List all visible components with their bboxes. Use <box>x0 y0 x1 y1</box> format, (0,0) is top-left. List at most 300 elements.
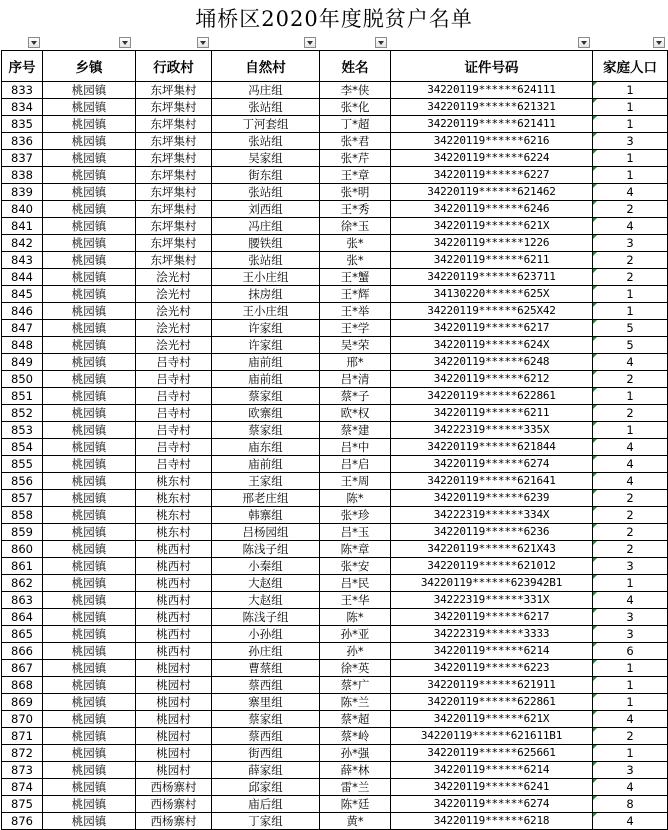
cell-id-number[interactable]: 34220119******621X <box>391 218 593 235</box>
cell-natural-village[interactable]: 蔡家组 <box>212 388 320 405</box>
cell-admin-village[interactable]: 吕寺村 <box>136 456 212 473</box>
cell-family-size[interactable]: 5 <box>593 337 668 354</box>
cell-seq[interactable]: 870 <box>2 711 43 728</box>
cell-natural-village[interactable]: 王小庄组 <box>212 303 320 320</box>
cell-admin-village[interactable]: 西杨寨村 <box>136 796 212 813</box>
cell-id-number[interactable]: 34220119******621X <box>391 711 593 728</box>
cell-name[interactable]: 王*章 <box>320 167 391 184</box>
cell-id-number[interactable]: 34222319******3333 <box>391 626 593 643</box>
cell-id-number[interactable]: 34222319******331X <box>391 592 593 609</box>
cell-seq[interactable]: 849 <box>2 354 43 371</box>
cell-town[interactable]: 桃园镇 <box>43 813 136 830</box>
cell-family-size[interactable]: 2 <box>593 371 668 388</box>
cell-name[interactable]: 孙*强 <box>320 745 391 762</box>
cell-admin-village[interactable]: 吕寺村 <box>136 354 212 371</box>
cell-seq[interactable]: 844 <box>2 269 43 286</box>
cell-family-size[interactable]: 1 <box>593 150 668 167</box>
cell-name[interactable]: 吕*启 <box>320 456 391 473</box>
cell-name[interactable]: 陈* <box>320 490 391 507</box>
header-town[interactable]: 乡镇 <box>43 51 136 82</box>
cell-natural-village[interactable]: 腰铁组 <box>212 235 320 252</box>
cell-family-size[interactable]: 4 <box>593 711 668 728</box>
cell-town[interactable]: 桃园镇 <box>43 218 136 235</box>
cell-town[interactable]: 桃园镇 <box>43 99 136 116</box>
cell-natural-village[interactable]: 小孙组 <box>212 626 320 643</box>
cell-town[interactable]: 桃园镇 <box>43 439 136 456</box>
cell-natural-village[interactable]: 张站组 <box>212 99 320 116</box>
cell-natural-village[interactable]: 大赵组 <box>212 575 320 592</box>
cell-seq[interactable]: 843 <box>2 252 43 269</box>
cell-id-number[interactable]: 34220119******621321 <box>391 99 593 116</box>
cell-town[interactable]: 桃园镇 <box>43 201 136 218</box>
cell-family-size[interactable]: 6 <box>593 643 668 660</box>
cell-natural-village[interactable]: 吴家组 <box>212 150 320 167</box>
cell-id-number[interactable]: 34220119******6274 <box>391 456 593 473</box>
cell-id-number[interactable]: 34220119******621611B1 <box>391 728 593 745</box>
cell-town[interactable]: 桃园镇 <box>43 116 136 133</box>
cell-town[interactable]: 桃园镇 <box>43 728 136 745</box>
cell-admin-village[interactable]: 桃西村 <box>136 558 212 575</box>
cell-natural-village[interactable]: 蔡西组 <box>212 677 320 694</box>
cell-town[interactable]: 桃园镇 <box>43 541 136 558</box>
cell-natural-village[interactable]: 张站组 <box>212 133 320 150</box>
cell-town[interactable]: 桃园镇 <box>43 473 136 490</box>
cell-family-size[interactable]: 5 <box>593 320 668 337</box>
cell-name[interactable]: 吴*荣 <box>320 337 391 354</box>
cell-family-size[interactable]: 4 <box>593 592 668 609</box>
cell-id-number[interactable]: 34220119******621641 <box>391 473 593 490</box>
cell-family-size[interactable]: 2 <box>593 201 668 218</box>
cell-name[interactable]: 孙*亚 <box>320 626 391 643</box>
cell-family-size[interactable]: 8 <box>593 796 668 813</box>
cell-town[interactable]: 桃园镇 <box>43 405 136 422</box>
cell-town[interactable]: 桃园镇 <box>43 592 136 609</box>
cell-seq[interactable]: 874 <box>2 779 43 796</box>
cell-family-size[interactable]: 4 <box>593 439 668 456</box>
cell-town[interactable]: 桃园镇 <box>43 235 136 252</box>
cell-admin-village[interactable]: 东坪集村 <box>136 150 212 167</box>
cell-natural-village[interactable]: 街东组 <box>212 167 320 184</box>
filter-dropdown-icon[interactable] <box>28 37 40 48</box>
cell-admin-village[interactable]: 桃西村 <box>136 626 212 643</box>
cell-town[interactable]: 桃园镇 <box>43 796 136 813</box>
cell-name[interactable]: 王*学 <box>320 320 391 337</box>
cell-natural-village[interactable]: 曹蔡组 <box>212 660 320 677</box>
cell-admin-village[interactable]: 吕寺村 <box>136 422 212 439</box>
cell-natural-village[interactable]: 蔡家组 <box>212 711 320 728</box>
filter-dropdown-icon[interactable] <box>375 37 387 48</box>
cell-admin-village[interactable]: 桃西村 <box>136 575 212 592</box>
cell-name[interactable]: 吕*中 <box>320 439 391 456</box>
cell-family-size[interactable]: 1 <box>593 694 668 711</box>
cell-seq[interactable]: 857 <box>2 490 43 507</box>
cell-id-number[interactable]: 34220119******623711 <box>391 269 593 286</box>
cell-name[interactable]: 王*蟹 <box>320 269 391 286</box>
cell-family-size[interactable]: 1 <box>593 99 668 116</box>
cell-family-size[interactable]: 4 <box>593 456 668 473</box>
cell-natural-village[interactable]: 韩寨组 <box>212 507 320 524</box>
cell-seq[interactable]: 856 <box>2 473 43 490</box>
cell-seq[interactable]: 850 <box>2 371 43 388</box>
cell-id-number[interactable]: 34220119******1226 <box>391 235 593 252</box>
cell-natural-village[interactable]: 邢老庄组 <box>212 490 320 507</box>
cell-family-size[interactable]: 2 <box>593 269 668 286</box>
cell-name[interactable]: 吕*民 <box>320 575 391 592</box>
cell-id-number[interactable]: 34220119******6246 <box>391 201 593 218</box>
cell-family-size[interactable]: 1 <box>593 745 668 762</box>
cell-name[interactable]: 陈* <box>320 609 391 626</box>
cell-id-number[interactable]: 34220119******6217 <box>391 609 593 626</box>
cell-natural-village[interactable]: 王家组 <box>212 473 320 490</box>
cell-natural-village[interactable]: 庙前组 <box>212 371 320 388</box>
cell-id-number[interactable]: 34220119******6214 <box>391 643 593 660</box>
cell-natural-village[interactable]: 张站组 <box>212 252 320 269</box>
cell-seq[interactable]: 837 <box>2 150 43 167</box>
cell-seq[interactable]: 859 <box>2 524 43 541</box>
cell-id-number[interactable]: 34220119******621X43 <box>391 541 593 558</box>
cell-admin-village[interactable]: 桃园村 <box>136 728 212 745</box>
cell-id-number[interactable]: 34220119******6214 <box>391 762 593 779</box>
cell-id-number[interactable]: 34220119******625661 <box>391 745 593 762</box>
cell-town[interactable]: 桃园镇 <box>43 320 136 337</box>
cell-natural-village[interactable]: 庙前组 <box>212 456 320 473</box>
cell-name[interactable]: 蔡*超 <box>320 711 391 728</box>
cell-family-size[interactable]: 4 <box>593 354 668 371</box>
cell-natural-village[interactable]: 小秦组 <box>212 558 320 575</box>
cell-family-size[interactable]: 2 <box>593 541 668 558</box>
cell-seq[interactable]: 847 <box>2 320 43 337</box>
cell-id-number[interactable]: 34220119******622861 <box>391 388 593 405</box>
cell-admin-village[interactable]: 东坪集村 <box>136 218 212 235</box>
cell-name[interactable]: 张* <box>320 235 391 252</box>
cell-id-number[interactable]: 34220119******624111 <box>391 82 593 99</box>
cell-natural-village[interactable]: 陈浅子组 <box>212 541 320 558</box>
cell-id-number[interactable]: 34220119******6239 <box>391 490 593 507</box>
cell-seq[interactable]: 861 <box>2 558 43 575</box>
cell-family-size[interactable]: 2 <box>593 490 668 507</box>
cell-town[interactable]: 桃园镇 <box>43 422 136 439</box>
cell-natural-village[interactable]: 蔡家组 <box>212 422 320 439</box>
cell-town[interactable]: 桃园镇 <box>43 286 136 303</box>
cell-seq[interactable]: 873 <box>2 762 43 779</box>
cell-id-number[interactable]: 34220119******621844 <box>391 439 593 456</box>
cell-town[interactable]: 桃园镇 <box>43 660 136 677</box>
cell-name[interactable]: 薛*林 <box>320 762 391 779</box>
cell-name[interactable]: 张* <box>320 252 391 269</box>
cell-seq[interactable]: 858 <box>2 507 43 524</box>
filter-dropdown-icon[interactable] <box>653 37 665 48</box>
cell-natural-village[interactable]: 欧寨组 <box>212 405 320 422</box>
cell-admin-village[interactable]: 浍光村 <box>136 286 212 303</box>
cell-admin-village[interactable]: 桃西村 <box>136 592 212 609</box>
cell-natural-village[interactable]: 吕杨园组 <box>212 524 320 541</box>
cell-seq[interactable]: 872 <box>2 745 43 762</box>
cell-name[interactable]: 邢* <box>320 354 391 371</box>
cell-seq[interactable]: 840 <box>2 201 43 218</box>
cell-admin-village[interactable]: 东坪集村 <box>136 252 212 269</box>
cell-name[interactable]: 张*明 <box>320 184 391 201</box>
cell-town[interactable]: 桃园镇 <box>43 167 136 184</box>
cell-seq[interactable]: 846 <box>2 303 43 320</box>
cell-admin-village[interactable]: 桃东村 <box>136 473 212 490</box>
cell-natural-village[interactable]: 庙前组 <box>212 354 320 371</box>
cell-admin-village[interactable]: 浍光村 <box>136 337 212 354</box>
cell-natural-village[interactable]: 薛家组 <box>212 762 320 779</box>
cell-natural-village[interactable]: 许家组 <box>212 320 320 337</box>
cell-town[interactable]: 桃园镇 <box>43 337 136 354</box>
cell-family-size[interactable]: 3 <box>593 762 668 779</box>
cell-name[interactable]: 蔡*子 <box>320 388 391 405</box>
cell-admin-village[interactable]: 东坪集村 <box>136 133 212 150</box>
cell-admin-village[interactable]: 吕寺村 <box>136 388 212 405</box>
cell-town[interactable]: 桃园镇 <box>43 745 136 762</box>
cell-town[interactable]: 桃园镇 <box>43 269 136 286</box>
cell-seq[interactable]: 853 <box>2 422 43 439</box>
cell-natural-village[interactable]: 许家组 <box>212 337 320 354</box>
cell-family-size[interactable]: 1 <box>593 303 668 320</box>
cell-admin-village[interactable]: 浍光村 <box>136 269 212 286</box>
cell-family-size[interactable]: 1 <box>593 660 668 677</box>
cell-seq[interactable]: 851 <box>2 388 43 405</box>
cell-seq[interactable]: 854 <box>2 439 43 456</box>
cell-town[interactable]: 桃园镇 <box>43 150 136 167</box>
cell-natural-village[interactable]: 邱家组 <box>212 779 320 796</box>
cell-town[interactable]: 桃园镇 <box>43 456 136 473</box>
cell-seq[interactable]: 862 <box>2 575 43 592</box>
filter-dropdown-icon[interactable] <box>578 37 590 48</box>
cell-name[interactable]: 孙* <box>320 643 391 660</box>
cell-town[interactable]: 桃园镇 <box>43 558 136 575</box>
cell-natural-village[interactable]: 街西组 <box>212 745 320 762</box>
cell-seq[interactable]: 867 <box>2 660 43 677</box>
cell-family-size[interactable]: 1 <box>593 82 668 99</box>
cell-seq[interactable]: 836 <box>2 133 43 150</box>
cell-admin-village[interactable]: 吕寺村 <box>136 405 212 422</box>
cell-id-number[interactable]: 34220119******625X42 <box>391 303 593 320</box>
cell-seq[interactable]: 875 <box>2 796 43 813</box>
cell-name[interactable]: 王*周 <box>320 473 391 490</box>
cell-id-number[interactable]: 34222319******334X <box>391 507 593 524</box>
header-id-number[interactable]: 证件号码 <box>391 51 593 82</box>
cell-admin-village[interactable]: 桃园村 <box>136 660 212 677</box>
cell-id-number[interactable]: 34220119******6211 <box>391 405 593 422</box>
header-admin-village[interactable]: 行政村 <box>136 51 212 82</box>
cell-family-size[interactable]: 2 <box>593 252 668 269</box>
cell-family-size[interactable]: 3 <box>593 609 668 626</box>
cell-town[interactable]: 桃园镇 <box>43 82 136 99</box>
cell-family-size[interactable]: 4 <box>593 813 668 830</box>
cell-seq[interactable]: 838 <box>2 167 43 184</box>
cell-family-size[interactable]: 1 <box>593 167 668 184</box>
cell-natural-village[interactable]: 王小庄组 <box>212 269 320 286</box>
cell-admin-village[interactable]: 桃东村 <box>136 524 212 541</box>
cell-id-number[interactable]: 34220119******6241 <box>391 779 593 796</box>
cell-id-number[interactable]: 34220119******6223 <box>391 660 593 677</box>
cell-id-number[interactable]: 34220119******6211 <box>391 252 593 269</box>
cell-natural-village[interactable]: 丁家组 <box>212 813 320 830</box>
cell-town[interactable]: 桃园镇 <box>43 354 136 371</box>
cell-town[interactable]: 桃园镇 <box>43 252 136 269</box>
cell-id-number[interactable]: 34130220******625X <box>391 286 593 303</box>
cell-id-number[interactable]: 34220119******622861 <box>391 694 593 711</box>
cell-admin-village[interactable]: 吕寺村 <box>136 371 212 388</box>
cell-name[interactable]: 陈*兰 <box>320 694 391 711</box>
cell-id-number[interactable]: 34220119******621012 <box>391 558 593 575</box>
cell-admin-village[interactable]: 桃东村 <box>136 507 212 524</box>
cell-seq[interactable]: 834 <box>2 99 43 116</box>
cell-seq[interactable]: 833 <box>2 82 43 99</box>
cell-family-size[interactable]: 4 <box>593 473 668 490</box>
cell-natural-village[interactable]: 大赵组 <box>212 592 320 609</box>
cell-admin-village[interactable]: 西杨寨村 <box>136 813 212 830</box>
cell-natural-village[interactable]: 陈浅子组 <box>212 609 320 626</box>
cell-natural-village[interactable]: 庙后组 <box>212 796 320 813</box>
cell-name[interactable]: 丁*超 <box>320 116 391 133</box>
cell-family-size[interactable]: 3 <box>593 558 668 575</box>
cell-town[interactable]: 桃园镇 <box>43 643 136 660</box>
cell-family-size[interactable]: 2 <box>593 728 668 745</box>
cell-name[interactable]: 张*安 <box>320 558 391 575</box>
cell-id-number[interactable]: 34220119******6217 <box>391 320 593 337</box>
cell-admin-village[interactable]: 桃园村 <box>136 677 212 694</box>
cell-admin-village[interactable]: 东坪集村 <box>136 167 212 184</box>
cell-id-number[interactable]: 34222319******335X <box>391 422 593 439</box>
header-family-size[interactable]: 家庭人口 <box>593 51 668 82</box>
cell-admin-village[interactable]: 桃西村 <box>136 643 212 660</box>
cell-name[interactable]: 张*君 <box>320 133 391 150</box>
cell-seq[interactable]: 868 <box>2 677 43 694</box>
header-natural-village[interactable]: 自然村 <box>212 51 320 82</box>
cell-admin-village[interactable]: 浍光村 <box>136 303 212 320</box>
cell-family-size[interactable]: 1 <box>593 575 668 592</box>
cell-name[interactable]: 王*辉 <box>320 286 391 303</box>
cell-id-number[interactable]: 34220119******6274 <box>391 796 593 813</box>
cell-seq[interactable]: 864 <box>2 609 43 626</box>
cell-admin-village[interactable]: 东坪集村 <box>136 82 212 99</box>
cell-town[interactable]: 桃园镇 <box>43 507 136 524</box>
cell-id-number[interactable]: 34220119******621411 <box>391 116 593 133</box>
cell-seq[interactable]: 845 <box>2 286 43 303</box>
cell-natural-village[interactable]: 丁河套组 <box>212 116 320 133</box>
cell-town[interactable]: 桃园镇 <box>43 524 136 541</box>
cell-family-size[interactable]: 1 <box>593 116 668 133</box>
cell-family-size[interactable]: 1 <box>593 677 668 694</box>
cell-seq[interactable]: 860 <box>2 541 43 558</box>
cell-natural-village[interactable]: 庙东组 <box>212 439 320 456</box>
cell-natural-village[interactable]: 冯庄组 <box>212 218 320 235</box>
cell-name[interactable]: 徐*玉 <box>320 218 391 235</box>
filter-dropdown-icon[interactable] <box>119 37 131 48</box>
cell-name[interactable]: 王*华 <box>320 592 391 609</box>
cell-family-size[interactable]: 4 <box>593 184 668 201</box>
cell-seq[interactable]: 869 <box>2 694 43 711</box>
cell-id-number[interactable]: 34220119******6248 <box>391 354 593 371</box>
cell-seq[interactable]: 852 <box>2 405 43 422</box>
cell-town[interactable]: 桃园镇 <box>43 677 136 694</box>
cell-name[interactable]: 蔡*广 <box>320 677 391 694</box>
cell-seq[interactable]: 863 <box>2 592 43 609</box>
cell-name[interactable]: 张*珍 <box>320 507 391 524</box>
cell-natural-village[interactable]: 抹房组 <box>212 286 320 303</box>
cell-town[interactable]: 桃园镇 <box>43 303 136 320</box>
cell-name[interactable]: 陈*章 <box>320 541 391 558</box>
cell-natural-village[interactable]: 蔡西组 <box>212 728 320 745</box>
cell-family-size[interactable]: 1 <box>593 422 668 439</box>
cell-town[interactable]: 桃园镇 <box>43 133 136 150</box>
cell-family-size[interactable]: 3 <box>593 133 668 150</box>
cell-name[interactable]: 王*举 <box>320 303 391 320</box>
cell-natural-village[interactable]: 冯庄组 <box>212 82 320 99</box>
cell-name[interactable]: 蔡*岭 <box>320 728 391 745</box>
cell-town[interactable]: 桃园镇 <box>43 694 136 711</box>
cell-town[interactable]: 桃园镇 <box>43 779 136 796</box>
cell-natural-village[interactable]: 寨里组 <box>212 694 320 711</box>
cell-family-size[interactable]: 4 <box>593 779 668 796</box>
cell-seq[interactable]: 865 <box>2 626 43 643</box>
cell-id-number[interactable]: 34220119******6224 <box>391 150 593 167</box>
cell-name[interactable]: 吕*玉 <box>320 524 391 541</box>
cell-town[interactable]: 桃园镇 <box>43 490 136 507</box>
cell-family-size[interactable]: 2 <box>593 524 668 541</box>
filter-dropdown-icon[interactable] <box>197 37 209 48</box>
cell-family-size[interactable]: 1 <box>593 388 668 405</box>
cell-family-size[interactable]: 2 <box>593 405 668 422</box>
cell-id-number[interactable]: 34220119******623942B1 <box>391 575 593 592</box>
cell-admin-village[interactable]: 桃西村 <box>136 609 212 626</box>
cell-name[interactable]: 黄* <box>320 813 391 830</box>
cell-name[interactable]: 欧*权 <box>320 405 391 422</box>
cell-seq[interactable]: 855 <box>2 456 43 473</box>
cell-id-number[interactable]: 34220119******621462 <box>391 184 593 201</box>
cell-name[interactable]: 王*秀 <box>320 201 391 218</box>
cell-admin-village[interactable]: 桃园村 <box>136 745 212 762</box>
cell-town[interactable]: 桃园镇 <box>43 711 136 728</box>
cell-id-number[interactable]: 34220119******621911 <box>391 677 593 694</box>
cell-admin-village[interactable]: 东坪集村 <box>136 184 212 201</box>
cell-admin-village[interactable]: 东坪集村 <box>136 116 212 133</box>
cell-admin-village[interactable]: 东坪集村 <box>136 201 212 218</box>
cell-natural-village[interactable]: 刘西组 <box>212 201 320 218</box>
cell-id-number[interactable]: 34220119******6218 <box>391 813 593 830</box>
cell-admin-village[interactable]: 桃东村 <box>136 490 212 507</box>
cell-name[interactable]: 陈*廷 <box>320 796 391 813</box>
cell-town[interactable]: 桃园镇 <box>43 388 136 405</box>
cell-admin-village[interactable]: 桃园村 <box>136 762 212 779</box>
cell-admin-village[interactable]: 吕寺村 <box>136 439 212 456</box>
cell-seq[interactable]: 871 <box>2 728 43 745</box>
cell-family-size[interactable]: 2 <box>593 507 668 524</box>
cell-family-size[interactable]: 3 <box>593 626 668 643</box>
cell-town[interactable]: 桃园镇 <box>43 762 136 779</box>
cell-admin-village[interactable]: 浍光村 <box>136 320 212 337</box>
cell-name[interactable]: 张*化 <box>320 99 391 116</box>
cell-name[interactable]: 张*芹 <box>320 150 391 167</box>
header-seq[interactable]: 序号 <box>2 51 43 82</box>
cell-seq[interactable]: 839 <box>2 184 43 201</box>
cell-id-number[interactable]: 34220119******6216 <box>391 133 593 150</box>
cell-seq[interactable]: 876 <box>2 813 43 830</box>
cell-name[interactable]: 蔡*建 <box>320 422 391 439</box>
cell-family-size[interactable]: 4 <box>593 218 668 235</box>
cell-id-number[interactable]: 34220119******624X <box>391 337 593 354</box>
cell-town[interactable]: 桃园镇 <box>43 609 136 626</box>
cell-family-size[interactable]: 3 <box>593 235 668 252</box>
cell-town[interactable]: 桃园镇 <box>43 371 136 388</box>
cell-natural-village[interactable]: 孙庄组 <box>212 643 320 660</box>
cell-admin-village[interactable]: 桃西村 <box>136 541 212 558</box>
cell-family-size[interactable]: 1 <box>593 286 668 303</box>
filter-dropdown-icon[interactable] <box>304 37 316 48</box>
